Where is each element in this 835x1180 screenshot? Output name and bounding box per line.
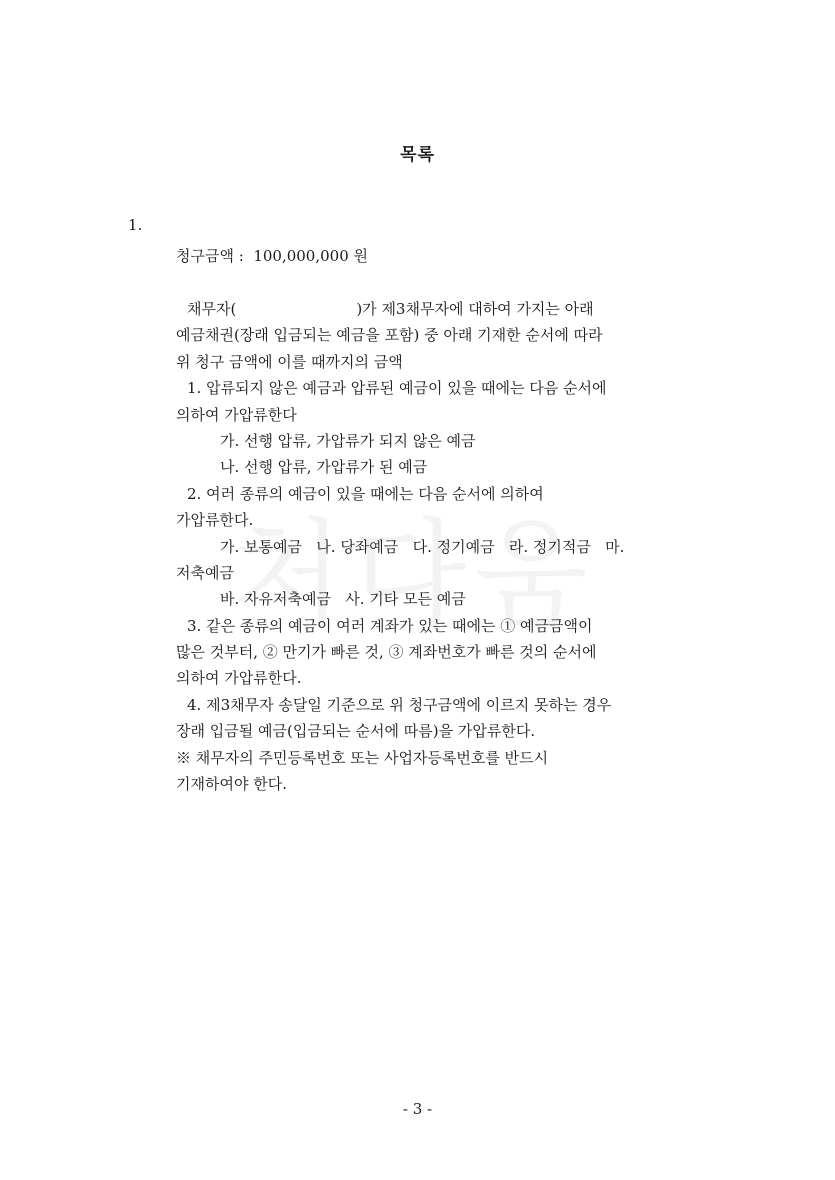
page-title: 목록: [400, 145, 435, 165]
item-number: 1.: [128, 216, 143, 234]
rule-line: 많은 것부터, ② 만기가 빠른 것, ③ 계좌번호가 빠른 것의 순서에: [176, 643, 597, 662]
rule-sub-item: 저축예금: [176, 563, 234, 582]
document-body: [176, 296, 706, 797]
rule-line: 3. 같은 종류의 예금이 여러 계좌가 있는 때에는 ① 예금금액이: [187, 616, 593, 635]
paragraph-line: [176, 296, 706, 322]
paragraph-line: 예금채권(장래 입금되는 예금을 포함) 중 아래 기재한 순서에 따라: [176, 326, 603, 345]
debtor-label: 채무자(: [187, 300, 237, 318]
rule-line: 장래 입금될 예금(입금되는 순서에 따름)을 가압류한다.: [176, 722, 536, 741]
note-line: ※ 채무자의 주민등록번호 또는 사업자등록번호를 반드시: [176, 748, 549, 767]
rule-line: 가압류한다.: [176, 511, 254, 530]
paragraph-text: )가 제3채무자에 대하여 가지는 아래: [356, 300, 594, 318]
rule-sub-item: 나. 선행 압류, 가압류가 된 예금: [220, 458, 428, 477]
rule-sub-item: 가. 보통예금 나. 당좌예금 다. 정기예금 라. 정기적금 마.: [220, 537, 625, 556]
rule-line: 의하여 가압류한다.: [176, 669, 302, 688]
rule-line: 1. 압류되지 않은 예금과 압류된 예금이 있을 때에는 다음 순서에: [187, 379, 607, 398]
rule-line: 4. 제3채무자 송달일 기준으로 위 청구금액에 이르지 못하는 경우: [187, 695, 612, 714]
note-line: 기재하여야 한다.: [176, 775, 287, 794]
rule-sub-item: 바. 자유저축예금 사. 기타 모든 예금: [220, 590, 466, 609]
rule-sub-item: 가. 선행 압류, 가압류가 되지 않은 예금: [220, 431, 476, 450]
claim-amount-line: 청구금액 : 100,000,000 원: [176, 247, 369, 265]
rule-line: 2. 여러 종류의 예금이 있을 때에는 다음 순서에 의하여: [187, 484, 544, 503]
paragraph-line: 위 청구 금액에 이를 때까지의 금액: [176, 352, 403, 371]
rule-line: 의하여 가압류한다: [176, 405, 297, 424]
page-number: - 3 -: [402, 1100, 433, 1118]
